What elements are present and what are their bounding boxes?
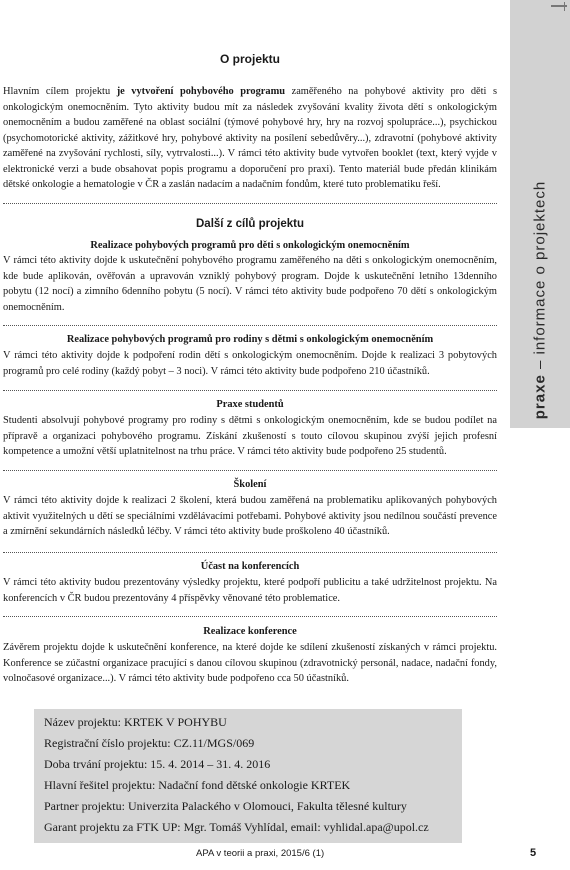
section-text: V rámci této aktivity dojde k podpoření rodin dětí s onkologickým onemocněním. Dojde k realizaci 3 pobytových programů pro celé rodiny (každý pobyt – 3 noci). V rámci této aktivity bude podpořeno 210 účastníků.: [3, 350, 497, 377]
intro-text-1: Hlavním cílem projektu: [3, 86, 117, 97]
section-heading: Realizace pohybových programů pro děti s onkologickým onemocněním: [90, 240, 410, 251]
page-title: O projektu: [219, 52, 280, 66]
journal-citation: APA v teorii a praxi, 2015/6 (1): [196, 848, 325, 859]
project-name: Název projektu: KRTEK V POHYBU: [44, 715, 227, 729]
section-heading: Realizace konference: [203, 626, 297, 637]
divider: [3, 552, 497, 553]
project-guarantor: Garant projektu za FTK UP: Mgr. Tomáš Vyhlídal, email: vyhlidal.apa@upol.cz: [44, 820, 429, 834]
section-text: V rámci této aktivity dojde k realizaci 2 školení, která budou zaměřená na problematiku aplikovaných pohybových aktivit využitelných u dětí se speciálními vzdělávacími potřebami. Pohybové aktivity jsou nedílnou součástí prevence a zmírnění sekundárních následků léčby. V rámci této aktivity bude proškoleno 40 účastníků.: [3, 495, 497, 537]
page-number: 5: [530, 847, 537, 859]
side-tab-label-rest: – informace o projektech: [531, 180, 549, 375]
divider: [3, 616, 497, 617]
section-text: Studenti absolvují pohybové programy pro rodiny s dětmi s onkologickým onemocněním, kde se budou podílet na přípravě a organizaci pohybového programu. Získání zkušeností s touto cílovou skupinou zvýší jejich profesní kompetence a umožní větší uplatnitelnost na trhu práce. V rámci této aktivity bude podpořeno 25 studentů.: [3, 415, 497, 457]
section-text: V rámci této aktivity dojde k uskutečnění pohybového programu zaměřeného na děti s onkologickým onemocněním, kde bude aplikován, ověřován a upravován vzniklý pohybový program. Dojde k uskutečnění letního 13denního pobytu (12 nocí) a zimního 6denního pobytu (5 nocí). V rámci této aktivity bude podpořeno 70 dětí s onkologickým onemocněním.: [3, 255, 497, 313]
subtitle: Další z cílů projektu: [196, 218, 304, 230]
intro-bold: je vytvoření pohybového programu: [116, 86, 286, 97]
section-heading: Praxe studentů: [216, 399, 284, 410]
page-footer: [0, 848, 570, 868]
project-partner: Partner projektu: Univerzita Palackého v Olomouci, Fakulta tělesné kultury: [44, 799, 407, 813]
project-info-box: [34, 709, 462, 843]
intro-text-2: zaměřeného na pohybové aktivity pro děti s onkologickým onemocněním. Tyto aktivity budou mít za následek zvyšování kvality života dětí s onkologickým onemocněním a budou zaměřené na oblast sociální (týmové pohybové hry, hry na rozvoj spolupráce...), psychickou (psychomotorické aktivity, zážitkové hry, pohybové aktivity na posílení sebedůvěry...), zdravotní (pohybové aktivity zaměřené na zvyšování rychlosti, síly, vytrvalosti...). V rámci této aktivity bude vytvořen booklet (text, který vyjde v elektronické verzi a bude obsahovat popis programu a doporučení pro praxi). Tento materiál bude předán klinikám dětské onkologie a hematologie v ČR a zaslán nadacím a nadačním fondům, které tuto problematiku řeší.: [3, 86, 497, 190]
divider: [3, 203, 497, 204]
side-tab-label-bold: praxe: [531, 374, 549, 420]
section-heading: Účast na konferencích: [200, 561, 300, 572]
divider: [3, 390, 497, 391]
crop-mark: [564, 2, 565, 11]
intro-paragraph: [3, 84, 497, 193]
section-heading: Školení: [233, 479, 267, 490]
section-text: Závěrem projektu dojde k uskutečnění konference, na které dojde ke sdílení zkušeností získaných v rámci projektu. Konference se zúčastní organizace pracující s danou cílovou skupinou (zdravotnický personál, nadace, nadační fondy, volnočasové organizace...). V rámci této aktivity bude podpořeno cca 50 účastníků.: [3, 642, 497, 684]
section-text: V rámci této aktivity budou prezentovány výsledky projektu, které podpoří publicitu a také udržitelnost projektu. Na konferencích v ČR budou prezentovány 4 příspěvky věnované této problematice.: [3, 577, 497, 604]
divider: [3, 325, 497, 326]
project-duration: Doba trvání projektu: 15. 4. 2014 – 31. 4. 2016: [44, 757, 271, 771]
section-heading: Realizace pohybových programů pro rodiny s dětmi s onkologickým onemocněním: [66, 334, 434, 345]
divider: [3, 470, 497, 471]
side-tab-label: [532, 181, 549, 419]
section-side-tab: [510, 0, 570, 428]
principal-investigator: Hlavní řešitel projektu: Nadační fond dětské onkologie KRTEK: [44, 778, 351, 792]
registration-number: Registrační číslo projektu: CZ.11/MGS/069: [44, 736, 255, 750]
